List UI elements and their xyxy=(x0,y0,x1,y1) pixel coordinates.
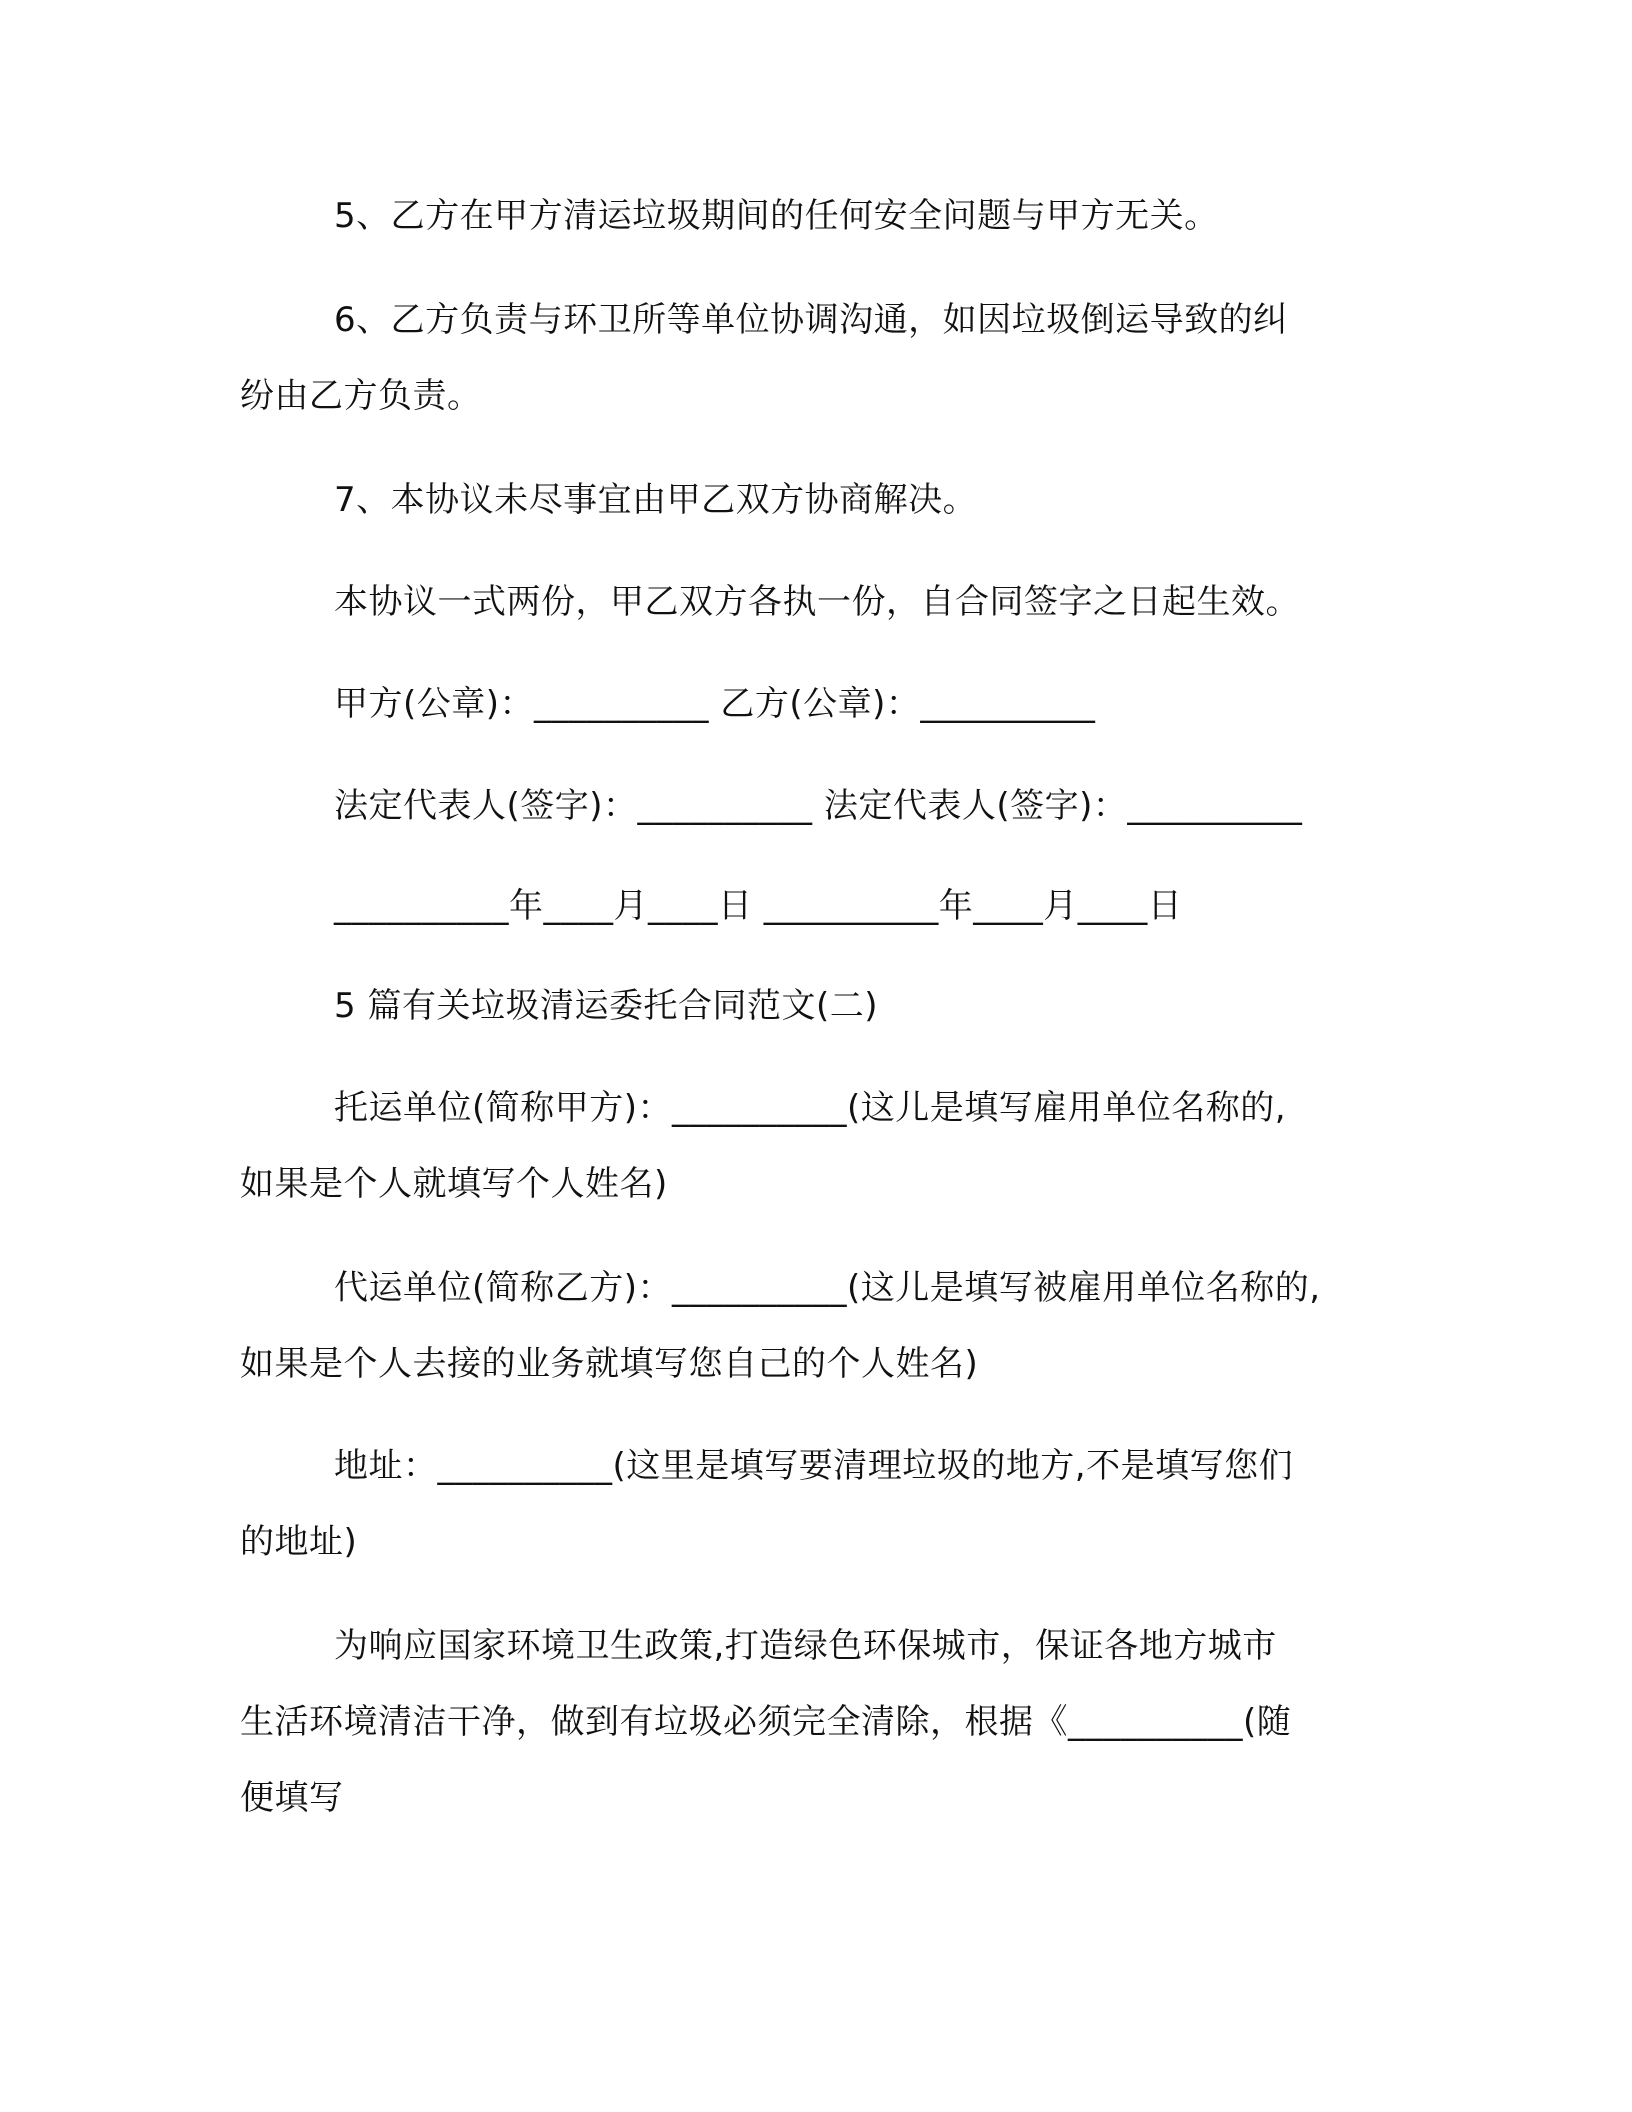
preamble-line-2: 生活环境清洁干净，做到有垃圾必须完全清除，根据《__________(随 xyxy=(240,1702,1292,1742)
section-heading-text: 5 篇有关垃圾清运委托合同范文(二) xyxy=(334,986,878,1026)
clause-7 xyxy=(334,462,977,538)
address-line-2: 的地址) xyxy=(240,1522,358,1562)
clause-5-text: 5、乙方在甲方清运垃圾期间的任何安全问题与甲方无关。 xyxy=(334,196,1219,236)
clause-7-text: 7、本协议未尽事宜由甲乙双方协商解决。 xyxy=(334,480,978,520)
preamble-paragraph xyxy=(240,1608,1400,1836)
clause-5 xyxy=(334,178,1219,254)
section-heading xyxy=(334,968,878,1044)
seal-line xyxy=(334,666,1095,742)
consignor-line-1: 托运单位(简称甲方)：__________(这儿是填写雇用单位名称的, xyxy=(334,1088,1287,1128)
effective-clause xyxy=(334,564,1300,640)
date-line xyxy=(334,868,1182,944)
carrier-line-1: 代运单位(简称乙方)：__________(这儿是填写被雇用单位名称的, xyxy=(334,1268,1321,1308)
carrier-line-2: 如果是个人去接的业务就填写您自己的个人姓名) xyxy=(240,1344,979,1384)
carrier-field xyxy=(240,1250,1400,1402)
seal-line-text: 甲方(公章)：__________ 乙方(公章)：__________ xyxy=(334,684,1096,724)
address-field xyxy=(240,1428,1400,1580)
representative-signature-line xyxy=(334,768,1302,844)
effective-clause-text: 本协议一式两份，甲乙双方各执一份，自合同签字之日起生效。 xyxy=(334,582,1300,622)
clause-6-line-1: 6、乙方负责与环卫所等单位协调沟通，如因垃圾倒运导致的纠 xyxy=(334,300,1288,340)
preamble-line-1: 为响应国家环境卫生政策,打造绿色环保城市，保证各地方城市 xyxy=(334,1626,1277,1666)
clause-6 xyxy=(240,282,1400,434)
preamble-line-3: 便填写 xyxy=(240,1778,344,1818)
representative-signature-text: 法定代表人(签字)：__________ 法定代表人(签字)：__________ xyxy=(334,786,1303,826)
address-line-1: 地址：__________(这里是填写要清理垃圾的地方,不是填写您们 xyxy=(334,1446,1294,1486)
clause-6-line-2: 纷由乙方负责。 xyxy=(240,376,482,416)
consignor-field xyxy=(240,1070,1400,1222)
date-line-text: __________年____月____日 __________年____月____日 xyxy=(334,886,1183,926)
consignor-line-2: 如果是个人就填写个人姓名) xyxy=(240,1164,668,1204)
